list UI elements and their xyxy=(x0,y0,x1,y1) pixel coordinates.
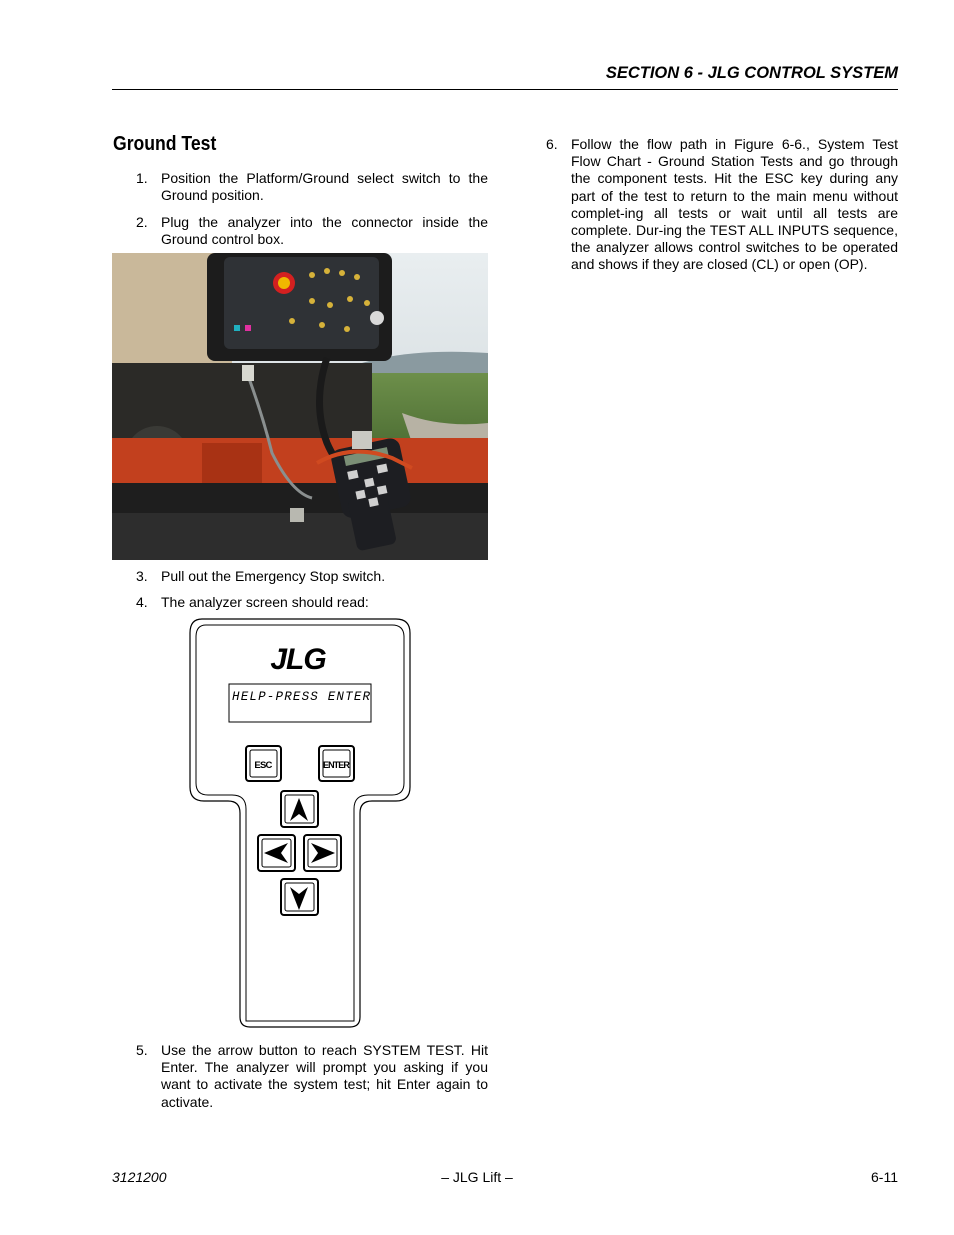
section-header-title: SECTION 6 - JLG CONTROL SYSTEM xyxy=(605,64,898,82)
step-number: 4. xyxy=(136,594,148,610)
analyzer-diagram xyxy=(188,617,412,1036)
step-text: Position the Platform/Ground select switch to the Ground position. xyxy=(161,170,488,204)
enter-button[interactable] xyxy=(319,746,354,781)
up-arrow-button[interactable] xyxy=(281,791,318,827)
section-heading: Ground Test xyxy=(113,133,217,155)
esc-button[interactable] xyxy=(246,746,281,781)
left-arrow-button[interactable] xyxy=(258,835,295,871)
footer-page-number: 6-11 xyxy=(871,1169,898,1185)
esc-label: ESC xyxy=(254,760,272,771)
footer-doc-number: 3121200 xyxy=(112,1169,167,1185)
step-number: 6. xyxy=(546,136,558,152)
jlg-logo: JLG xyxy=(270,643,326,676)
header-rule xyxy=(112,89,898,90)
ground-control-photo xyxy=(112,253,488,560)
down-arrow-button[interactable] xyxy=(281,879,318,915)
step-text: Follow the flow path in Figure 6-6., System Test Flow Chart - Ground Station Tests and go through the component tests. Hit the ESC key during any part of the test to return to the main menu without complet-ing all tests or wait until all tests are complete. Dur-ing the TEST ALL INPUTS sequence, the analyzer allows control switches to be operated and shows if they are closed (CL) or open (OP). xyxy=(571,136,898,273)
enter-label: ENTER xyxy=(322,760,350,770)
step-text: Pull out the Emergency Stop switch. xyxy=(161,568,386,584)
right-arrow-button[interactable] xyxy=(304,835,341,871)
step-number: 5. xyxy=(136,1042,148,1058)
step-text: Plug the analyzer into the connector inside the Ground control box. xyxy=(161,214,488,248)
step-text: Use the arrow button to reach SYSTEM TEST. Hit Enter. The analyzer will prompt you asking if you want to activate the system test; hit Enter again to activate. xyxy=(161,1042,488,1110)
step-number: 3. xyxy=(136,568,148,584)
step-number: 1. xyxy=(136,170,148,186)
display-text: HELP-PRESS ENTER xyxy=(232,690,372,704)
step-number: 2. xyxy=(136,214,148,230)
footer-center: – JLG Lift – xyxy=(441,1169,513,1185)
step-text: The analyzer screen should read: xyxy=(161,594,369,610)
